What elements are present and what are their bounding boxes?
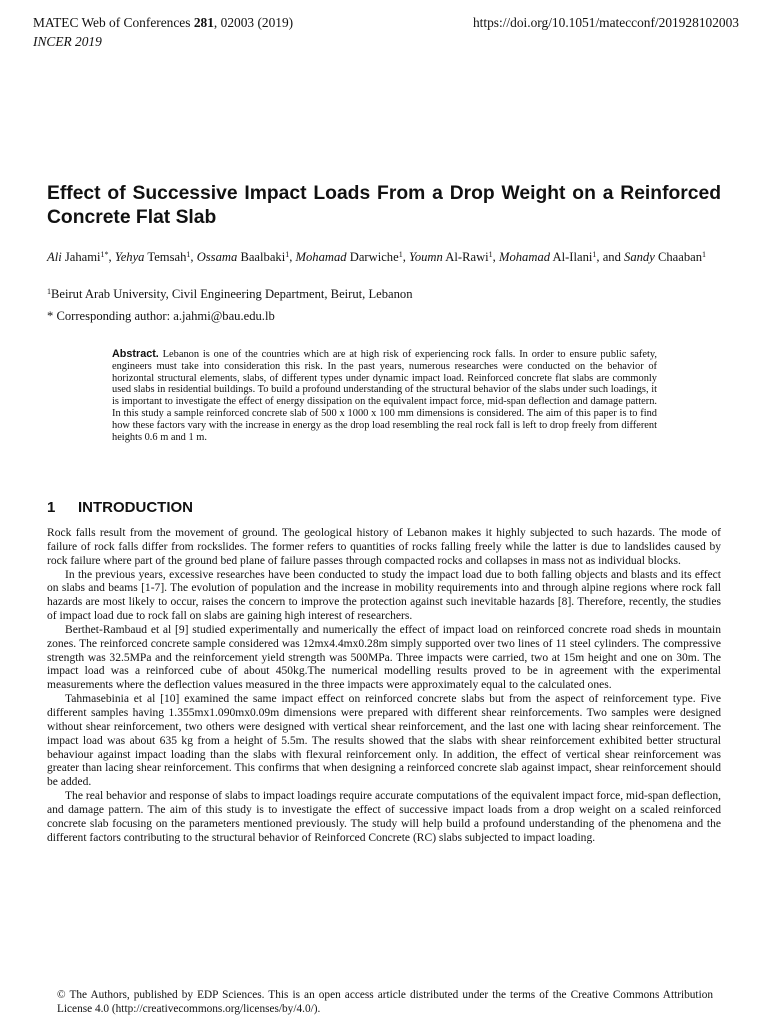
- author-first-name: Ossama: [196, 250, 238, 264]
- author: Ossama Baalbaki$^1$,: [196, 250, 296, 264]
- abstract-label: Abstract.: [112, 348, 159, 360]
- author: Youmn Al-Rawi$^1$,: [408, 250, 499, 264]
- author: Mohamad Al-Ilani$^1$, and: [498, 250, 625, 264]
- author-affiliation-mark: 1*: [100, 250, 109, 259]
- corresponding-author: * Corresponding author: a.jahmi@bau.edu.lb: [47, 309, 275, 323]
- author-first-name: Mohamad: [295, 250, 347, 264]
- doi-link[interactable]: https://doi.org/10.1051/matecconf/201928102003: [472, 15, 739, 30]
- author-first-name: Mohamad: [498, 250, 551, 264]
- affiliation-text: Beirut Arab University, Civil Engineering Department, Beirut, Lebanon: [51, 287, 413, 301]
- author-last-name: Baalbaki: [240, 250, 286, 264]
- abstract: [112, 349, 657, 443]
- author-first-name: Ali: [47, 250, 62, 264]
- author-list: [47, 249, 721, 265]
- paragraph: Tahmasebinia et al [10] examined the same impact effect on reinforced concrete slabs but from the aspect of reinforcement type. Five different samples having 1.355mx1.090mx0.09m dimensions were prepared with different shear reinforcements. Two samples were designed without shear reinforcement, two others were designed with vertical shear reinforcement, and the last one with lacing shear reinforcement. The impact load was about 635 kg from a height of 5.5m. The results showed that the slabs with shear reinforcement exhibited better structural behaviour against impact loading than the slabs with flexural reinforcement only. In addition, the effect of vertical shear reinforcement was greater than lacing shear reinforcement. This confirms that when designing a reinforced concrete slab against impact, shear reinforcement should be added.: [47, 693, 721, 789]
- journal-volume: 281: [193, 15, 214, 30]
- author-first-name: Sandy: [624, 250, 655, 264]
- affiliation: [47, 286, 413, 302]
- abstract-text: Lebanon is one of the countries which are at high risk of experiencing rock falls. In order to ensure public safety, engineers must take into consideration this risk. In the past years, numerous researches were conducted on the behavior of horizontal structural elements, slabs, of different types under dynamic impact load. Reinforced concrete flat slabs are commonly used slabs in residential buildings. To build a profound understanding of the structural behavior of the slabs under such loadings, it is important to investigate the effect of energy dissipation on the equivalent impact force, mid-span deflection and damage pattern. In this study a sample reinforced concrete slab of 500 x 1000 x 100 mm dimensions is considered. The aim of this paper is to find how these factors vary with the increase in energy as the drop load resembling the real rock fall is left to drop freely from different heights 0.6 m and 1 m.: [112, 349, 657, 443]
- paragraph: The real behavior and response of slabs to impact loadings require accurate computations of the equivalent impact force, mid-span deflection, and damage pattern. The aim of this study is to investigate the effect of successive impact loads from a drop weight on a scaled reinforced concrete slab focusing on the parameters mentioned previously. The study will help build a profound understanding of the phenomena and the different factors contributing to the structural behavior of Reinforced Concrete (RC) slabs subjected to impact loading.: [47, 790, 721, 844]
- section-number: 1: [47, 499, 56, 516]
- author-first-name: Youmn: [408, 250, 443, 264]
- running-header-left: [33, 13, 293, 51]
- body-text: [47, 527, 721, 845]
- author: Mohamad Darwiche$^1$,: [295, 250, 409, 264]
- author-first-name: Yehya: [114, 250, 145, 264]
- author: Ali Jahami$^{1*}$,: [47, 250, 115, 264]
- license-footer: © The Authors, published by EDP Sciences. This is an open access article distributed under the terms of the Creative Commons Attribution License 4.0 (http://creativecommons.org/licenses/by/4.0/).: [57, 989, 713, 1015]
- section-heading: [47, 498, 193, 518]
- paragraph: In the previous years, excessive researches have been conducted to study the impact load due to both falling objects and blasts and its effect on slabs and beams [1-7]. The evolution of population and the increase in mobility requirements into and through alpine regions where rock fall hazards are most likely to occur, raises the concern to improve the protection against such inevitable hazards [8]. Therefore, recently, the studies of impact load due to rock fall on slabs are gaining high interest of researchers.: [47, 568, 721, 623]
- author: [624, 250, 706, 264]
- author-affiliation-mark: 1: [702, 250, 707, 259]
- conference-name: INCER 2019: [33, 34, 102, 49]
- author-affiliation-mark: 1: [398, 250, 403, 259]
- author-last-name: Jahami: [64, 250, 101, 264]
- paragraph: Berthet-Rambaud et al [9] studied experimentally and numerically the effect of impact load on reinforced concrete road sheds in mountain zones. The reinforced concrete sample considered was 12mx4.4mx0.28m simply supported over two lines of 11 steel cylinders. The compressive strength was 32.5MPa and the reinforcement yield strength was 500MPa. Three impacts were carried, two at 15m height and one on 30m. The impact load was a reinforced cube of about 450kg.The numerical modelling results proved to be in agreement with the experimental measurements where the deflection values measured in the three impacts were approximately equal to the calculated ones.: [47, 623, 721, 692]
- author-affiliation-mark: 1: [592, 250, 597, 259]
- author-affiliation-mark: 1: [488, 250, 493, 259]
- author-affiliation-mark: 1: [186, 250, 191, 259]
- journal-name: MATEC Web of Conferences: [33, 15, 191, 30]
- author-last-name: Al-Rawi: [445, 250, 489, 264]
- paragraph: Rock falls result from the movement of ground. The geological history of Lebanon makes it highly subjected to such hazards. The mode of failure of rock falls differ from rockslides. The former refers to quantities of rocks falling freely while the latter is due to landslides caused by rock failure where part of the ground bed plane of failure passes through compacted rocks and collapses in mass not as individual blocks.: [47, 527, 721, 567]
- author-affiliation-mark: 1: [285, 250, 290, 259]
- author-last-name: Al-Ilani: [552, 250, 593, 264]
- author-last-name: Chaaban: [657, 250, 703, 264]
- article-number: , 02003 (2019): [213, 15, 294, 30]
- author-last-name: Temsah: [147, 250, 187, 264]
- paper-title: Effect of Successive Impact Loads From a Drop Weight on a Reinforced Concrete Flat Slab: [47, 183, 721, 228]
- author-last-name: Darwiche: [349, 250, 399, 264]
- section-title: INTRODUCTION: [78, 499, 193, 516]
- author: Yehya Temsah$^1$,: [114, 250, 197, 264]
- affiliation-mark: 1: [47, 287, 51, 296]
